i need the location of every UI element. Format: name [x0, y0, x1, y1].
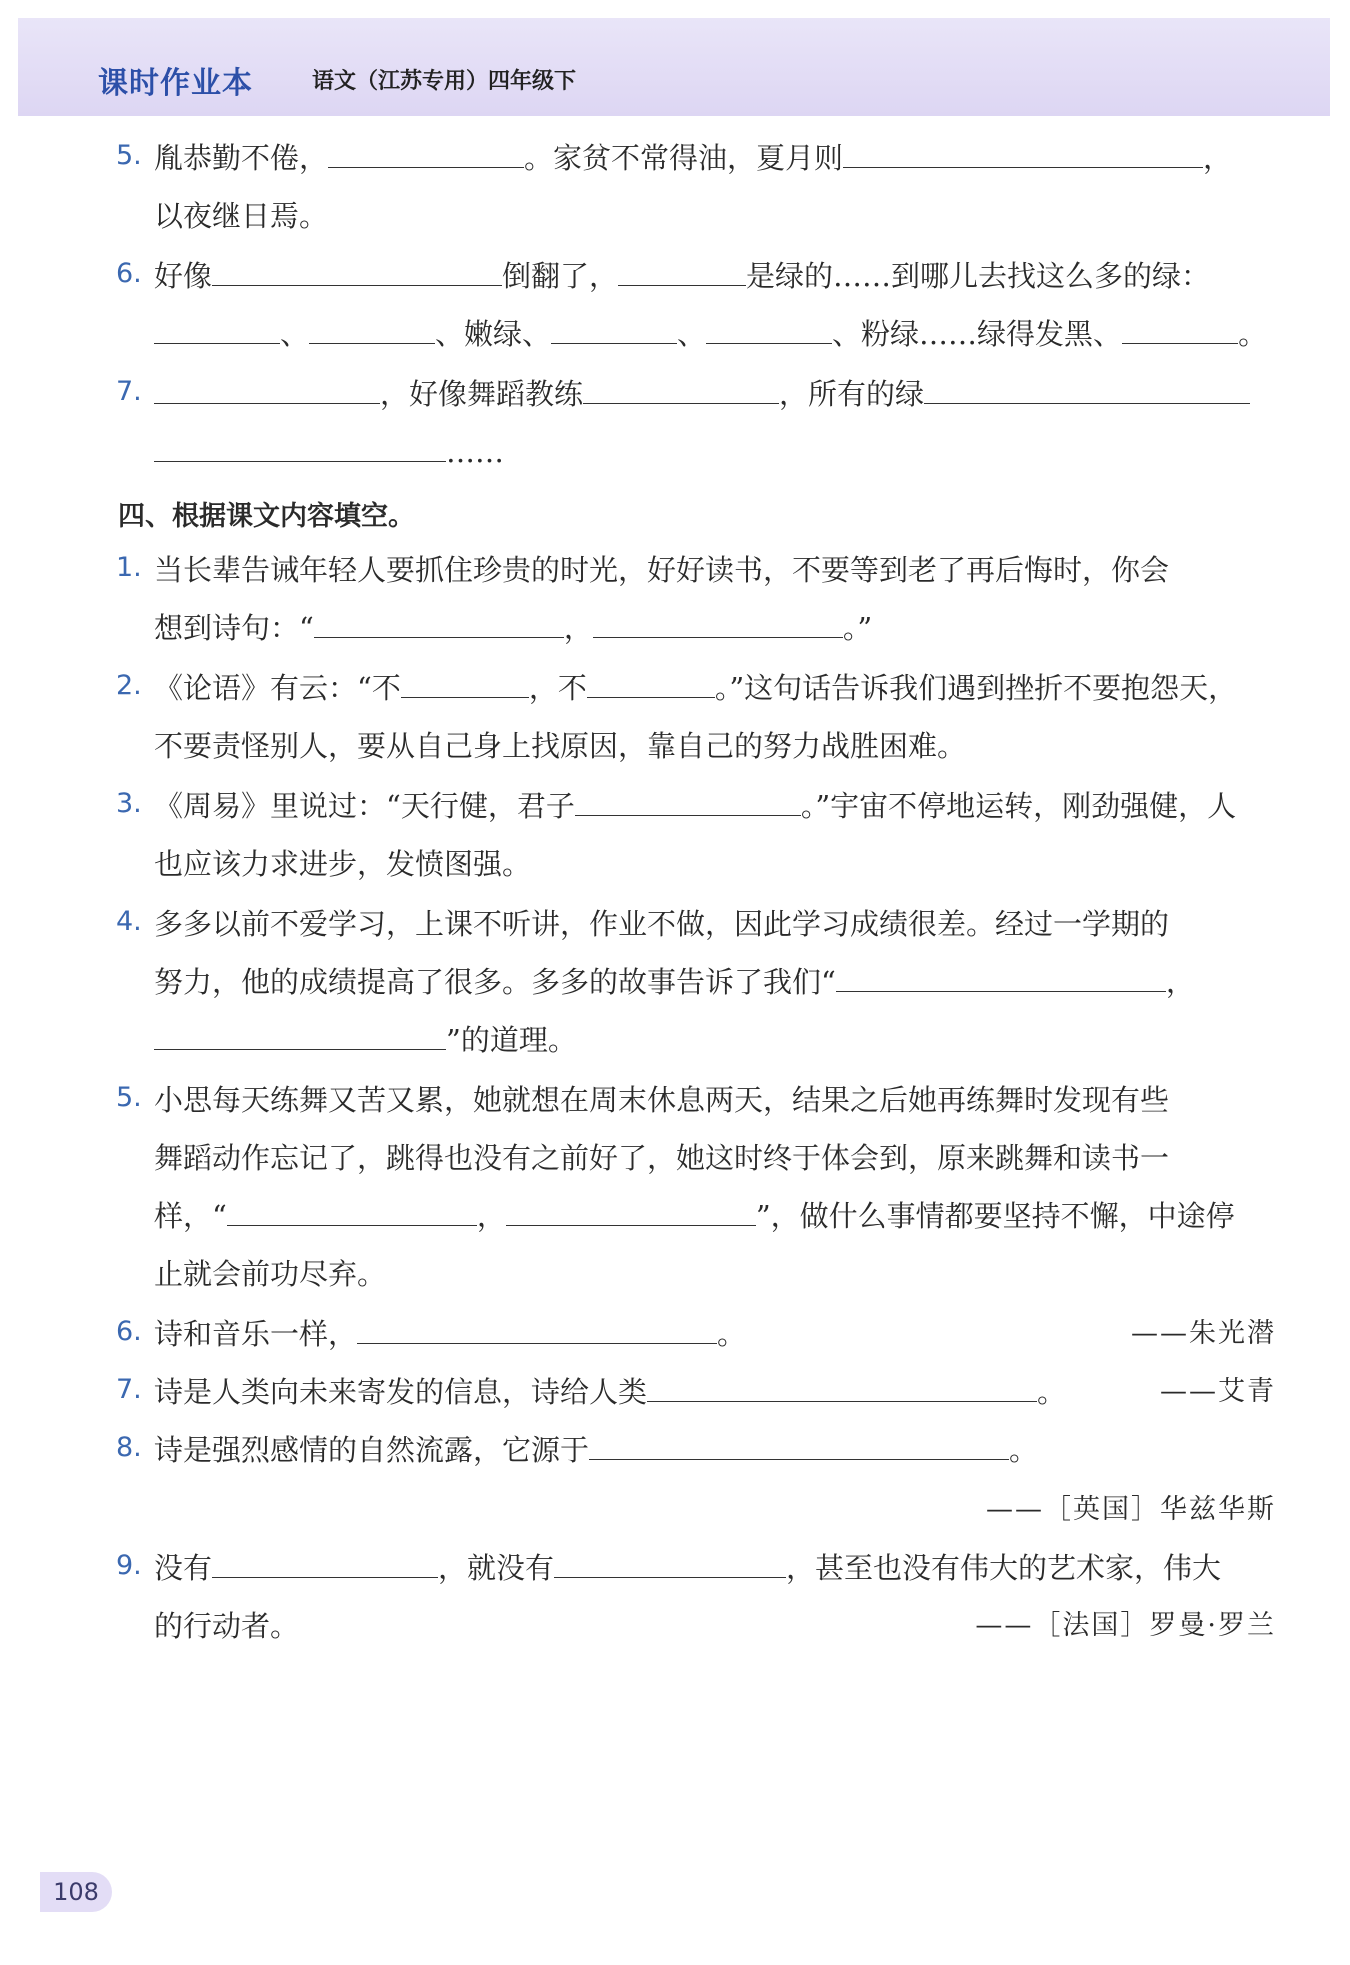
question-text: 的行动者。 — [154, 1609, 300, 1643]
question-text: ”的道理。 — [446, 1023, 577, 1057]
question-line — [154, 904, 1169, 944]
question-number: 7. — [116, 376, 142, 407]
answer-blank[interactable] — [587, 669, 715, 698]
question-text: 小思每天练舞又苦又累，她就想在周末休息两天，结果之后她再练舞时发现有些 — [154, 1083, 1170, 1117]
answer-blank[interactable] — [706, 315, 832, 344]
answer-blank[interactable] — [589, 1431, 1009, 1460]
question-text: 不要责怪别人，要从自己身上找原因，靠自己的努力战胜困难。 — [154, 729, 967, 763]
question-text: 《周易》里说过：“天行健，君子 — [154, 789, 575, 823]
question-text: 也应该力求进步，发愤图强。 — [154, 847, 532, 881]
question-line — [154, 844, 531, 884]
question-text: 胤恭勤不倦， — [154, 141, 329, 175]
question-text: ，甚至也没有伟大的艺术家，伟大 — [786, 1551, 1222, 1585]
question-number: 9. — [116, 1550, 142, 1581]
answer-blank[interactable] — [227, 1197, 477, 1226]
answer-blank[interactable] — [554, 1549, 786, 1578]
answer-blank[interactable] — [843, 139, 1203, 168]
answer-blank[interactable] — [401, 669, 529, 698]
answer-blank[interactable] — [154, 315, 280, 344]
question-text: ， — [1165, 965, 1195, 999]
question-text: 《论语》有云：“不 — [154, 671, 401, 705]
question-text: 、粉绿……绿得发黑、 — [832, 317, 1123, 351]
question-text: ，所有的绿 — [779, 377, 925, 411]
question-line — [154, 608, 872, 648]
answer-blank[interactable] — [551, 315, 677, 344]
question-text: 好像 — [154, 259, 213, 293]
question-line — [154, 962, 1195, 1002]
quote-author: ——［英国］华兹华斯 — [986, 1494, 1276, 1525]
question-text: 。”宇宙不停地运转，刚劲强健，人 — [800, 789, 1237, 823]
question-text: 当长辈告诫年轻人要抓住珍贵的时光，好好读书，不要等到老了再后悔时，你会 — [154, 553, 1170, 587]
question-line — [154, 726, 966, 766]
question-line — [154, 1196, 1235, 1236]
question-text: ”，做什么事情都要坚持不懈，中途停 — [755, 1199, 1235, 1233]
section-heading: 四、根据课文内容填空。 — [118, 501, 415, 532]
question-line — [154, 138, 1232, 178]
question-text: 想到诗句：“ — [154, 611, 314, 645]
question-text: 以夜继日焉。 — [154, 199, 329, 233]
question-line — [154, 1430, 1038, 1470]
answer-blank[interactable] — [836, 963, 1166, 992]
question-text: 。”这句话告诉我们遇到挫折不要抱怨天， — [714, 671, 1238, 705]
question-line — [154, 374, 1250, 414]
answer-blank[interactable] — [314, 609, 564, 638]
answer-blank[interactable] — [328, 139, 524, 168]
answer-blank[interactable] — [154, 1021, 446, 1050]
question-number: 1. — [116, 552, 142, 583]
question-text: …… — [446, 435, 504, 469]
answer-blank[interactable] — [593, 609, 843, 638]
question-line — [154, 256, 1210, 296]
question-text: 。家贫不常得油，夏月则 — [524, 141, 844, 175]
question-text: 样，“ — [154, 1199, 227, 1233]
question-text: 。 — [1238, 317, 1268, 351]
question-text: 诗是强烈感情的自然流露，它源于 — [154, 1433, 590, 1467]
question-text: ， — [563, 611, 593, 645]
question-line — [154, 1606, 299, 1646]
answer-blank[interactable] — [575, 787, 801, 816]
answer-blank[interactable] — [154, 433, 446, 462]
question-line — [154, 550, 1169, 590]
question-line — [154, 314, 1267, 354]
question-text: 、嫩绿、 — [435, 317, 552, 351]
answer-blank[interactable] — [212, 1549, 438, 1578]
question-text: 止就会前功尽弃。 — [154, 1257, 387, 1291]
answer-blank[interactable] — [506, 1197, 756, 1226]
question-text: 。 — [717, 1317, 747, 1351]
question-text: 舞蹈动作忘记了，跳得也没有之前好了，她这时终于体会到，原来跳舞和读书一 — [154, 1141, 1170, 1175]
answer-blank[interactable] — [212, 257, 502, 286]
question-number: 6. — [116, 258, 142, 289]
question-text: 、 — [677, 317, 707, 351]
answer-blank[interactable] — [647, 1373, 1037, 1402]
quote-author: ——艾青 — [1160, 1376, 1276, 1407]
question-line — [154, 1314, 746, 1354]
question-text: ， — [476, 1199, 506, 1233]
question-line — [154, 432, 504, 472]
question-text: 没有 — [154, 1551, 213, 1585]
question-text: ，就没有 — [438, 1551, 555, 1585]
question-line — [154, 1254, 386, 1294]
book-subtitle: 语文（江苏专用）四年级下 — [312, 69, 577, 94]
question-text: 。” — [842, 611, 873, 645]
question-text: ， — [1203, 141, 1233, 175]
page-number: 108 — [40, 1872, 112, 1912]
question-text: 倒翻了， — [502, 259, 619, 293]
question-number: 6. — [116, 1316, 142, 1347]
question-line — [154, 1138, 1169, 1178]
question-text: ，不 — [528, 671, 587, 705]
question-line — [154, 786, 1236, 826]
answer-blank[interactable] — [309, 315, 435, 344]
question-number: 5. — [116, 140, 142, 171]
answer-blank[interactable] — [618, 257, 746, 286]
question-line — [154, 1020, 577, 1060]
question-number: 4. — [116, 906, 142, 937]
question-number: 2. — [116, 670, 142, 701]
question-line — [154, 668, 1237, 708]
answer-blank[interactable] — [357, 1315, 717, 1344]
question-text: 多多以前不爱学习，上课不听讲，作业不做，因此学习成绩很差。经过一学期的 — [154, 907, 1170, 941]
question-number: 3. — [116, 788, 142, 819]
question-line — [154, 1548, 1221, 1588]
quote-author: ——［法国］罗曼·罗兰 — [975, 1610, 1276, 1641]
question-text: 诗和音乐一样， — [154, 1317, 358, 1351]
question-text: 是绿的……到哪儿去找这么多的绿： — [746, 259, 1211, 293]
answer-blank[interactable] — [154, 375, 380, 404]
question-line — [154, 1080, 1169, 1120]
book-brand: 课时作业本 — [98, 66, 253, 101]
question-line — [154, 1372, 1066, 1412]
question-text: 诗是人类向未来寄发的信息，诗给人类 — [154, 1375, 648, 1409]
answer-blank[interactable] — [583, 375, 779, 404]
quote-author: ——朱光潜 — [1131, 1318, 1276, 1349]
question-text: 、 — [280, 317, 310, 351]
answer-blank[interactable] — [1122, 315, 1238, 344]
answer-blank[interactable] — [924, 375, 1250, 404]
question-number: 7. — [116, 1374, 142, 1405]
question-text: 努力，他的成绩提高了很多。多多的故事告诉了我们“ — [154, 965, 836, 999]
question-text: 。 — [1009, 1433, 1039, 1467]
question-line — [154, 196, 328, 236]
question-number: 5. — [116, 1082, 142, 1113]
question-text: 。 — [1037, 1375, 1067, 1409]
question-number: 8. — [116, 1432, 142, 1463]
question-text: ，好像舞蹈教练 — [380, 377, 584, 411]
